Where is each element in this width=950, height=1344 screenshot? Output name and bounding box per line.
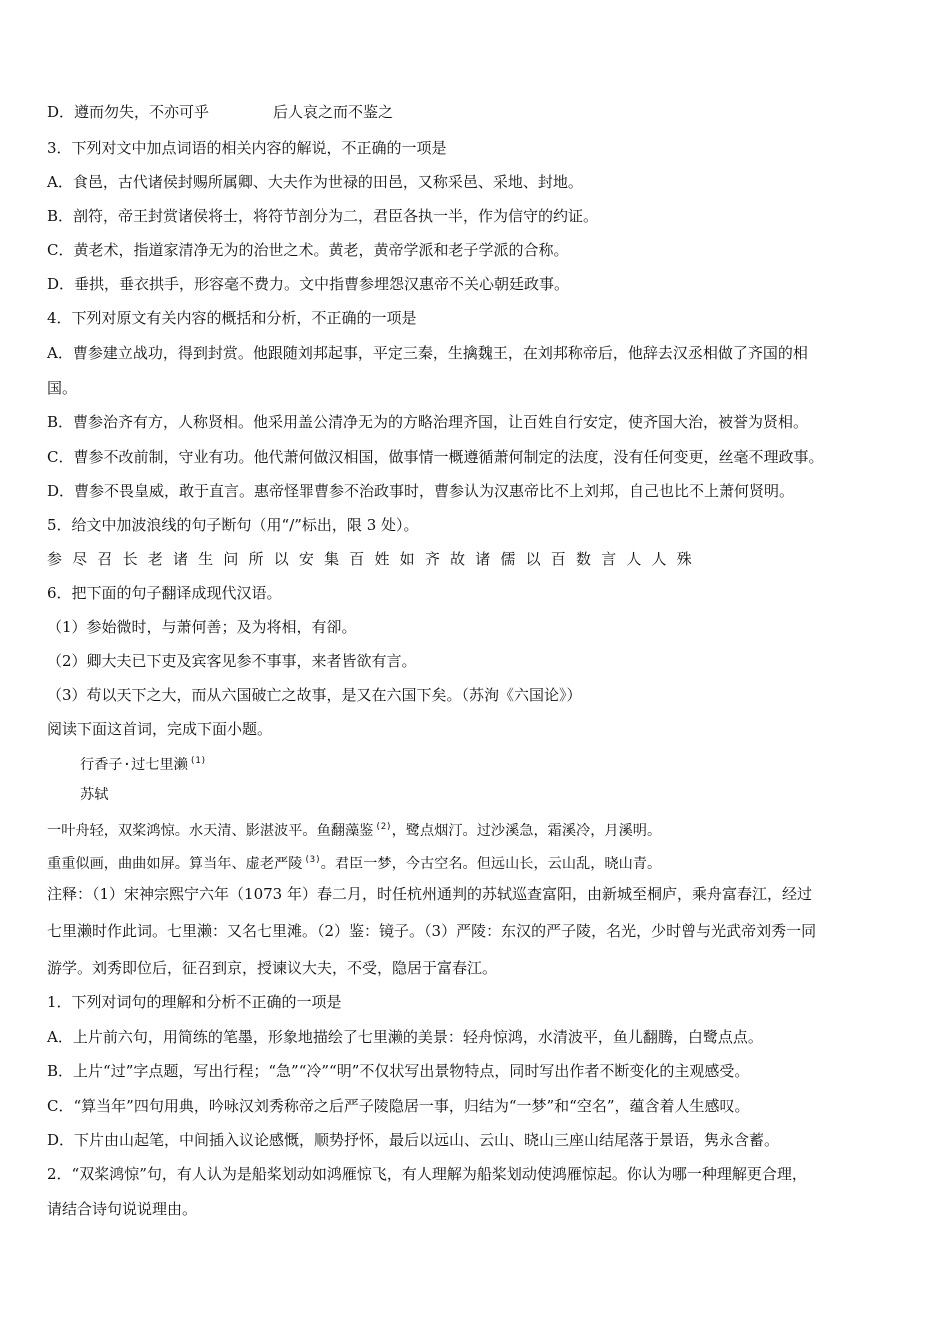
poem-line-2-note: (3): [304, 855, 321, 865]
pq1-option-d: D．下片由山起笔，中间插入议论感慨，顺势抒怀，最后以远山、云山、晓山三座山结尾落于景语，隽永含蓄。: [47, 1131, 780, 1149]
q5-char: 如: [399, 550, 415, 568]
q5-char: 问: [223, 550, 239, 568]
pq1-option-c: C．“算当年”四句用典，吟咏汉刘秀称帝之后严子陵隐居一事，归结为“一梦”和“空名”，蕴含着人生感叹。: [47, 1097, 750, 1115]
q5-char: 召: [97, 550, 113, 568]
q3-stem: 3．下列对文中加点词语的相关内容的解说，不正确的一项是: [47, 139, 447, 157]
q4-option-b: B．曹参治齐有方，人称贤相。他采用盖公清净无为的方略治理齐国，让百姓自行安定，使齐国大治，被誉为贤相。: [47, 413, 809, 431]
q5-char: 所: [248, 550, 264, 568]
q5-char: 齐: [424, 550, 440, 568]
q5-char: 集: [324, 550, 340, 568]
q5-char: 诸: [172, 550, 188, 568]
q5-char: 姓: [374, 550, 390, 568]
pq2-stem: 2．“双桨鸿惊”句，有人认为是船桨划动如鸿雁惊飞，有人理解为船桨划动使鸿雁惊起。你认为哪一种理解更合理，: [47, 1165, 807, 1183]
q5-char: 故: [450, 550, 466, 568]
pq1-option-a: A．上片前六句，用简练的笔墨，形象地描绘了七里濑的美景：轻舟惊鸿，水清波平，鱼儿翻腾，白鹭点点。: [47, 1028, 763, 1046]
q2-option-d: [47, 102, 393, 122]
q5-char: 人: [651, 550, 667, 568]
poem-intro: 阅读下面这首词，完成下面小题。: [47, 720, 273, 738]
q5-stem: 5．给文中加波浪线的句子断句（用“/”标出，限 3 处）。: [47, 516, 419, 534]
q5-sentence: [47, 549, 702, 569]
q4-option-c: C．曹参不改前制，守业有功。他代萧何做汉相国，做事情一概遵循萧何制定的法度，没有任何变更，丝毫不理政事。: [47, 448, 824, 466]
q5-char: 生: [198, 550, 214, 568]
poem-notes-2: 七里濑时作此词。七里濑：又名七里滩。（2）鉴：镜子。（3）严陵：东汉的严子陵，名光，少时曾与光武帝刘秀一同: [47, 922, 817, 940]
q6-sentence-3: （3）苟以天下之大，而从六国破亡之故事，是又在六国下矣。（苏洵《六国论》）: [47, 686, 582, 704]
poem-author: 苏轼: [80, 787, 109, 803]
poem-title: 行香子·过七里濑 $^{(1)}$: [80, 756, 207, 773]
q2-option-d-part1: D．遵而勿失，不亦可乎: [47, 103, 210, 121]
q4-option-a: A．曹参建立战功，得到封赏。他跟随刘邦起事，平定三秦，生擒魏王，在刘邦称帝后，他辞去汉丞相做了齐国的相: [47, 344, 808, 362]
q3-option-c: C．黄老术，指道家清净无为的治世之术。黄老，黄帝学派和老子学派的合称。: [47, 241, 569, 259]
q4-stem: 4．下列对原文有关内容的概括和分析，不正确的一项是: [47, 309, 417, 327]
q5-char: 殊: [676, 550, 692, 568]
q6-sentence-2: （2）卿大夫已下吏及宾客见参不事事，来者皆欲有言。: [47, 652, 417, 670]
q4-option-d: D．曹参不畏皇威，敢于直言。惠帝怪罪曹参不治政事时，曹参认为汉惠帝比不上刘邦，自己也比不上萧何贤明。: [47, 482, 795, 500]
pq1-stem: 1．下列对词句的理解和分析不正确的一项是: [47, 993, 342, 1011]
poem-line-1-note: (2): [375, 822, 392, 832]
poem-notes-1: 注释：（1）宋神宗熙宁六年（1073 年）春二月，时任杭州通判的苏轼巡查富阳，由新城至桐庐，乘舟富春江，经过: [47, 885, 812, 903]
q5-char: 参: [47, 550, 63, 568]
pq2-stem-cont: 请结合诗句说说理由。: [47, 1200, 198, 1218]
poem-notes-3: 游学。刘秀即位后，征召到京，授谏议大夫，不受，隐居于富春江。: [47, 959, 498, 977]
q5-char: 百: [550, 550, 566, 568]
q6-sentence-1: （1）参始微时，与萧何善；及为将相，有卻。: [47, 618, 357, 636]
q5-char: 诸: [475, 550, 491, 568]
q5-char: 儒: [500, 550, 516, 568]
pq1-option-b: B．上片“过”字点题，写出行程；“急”“冷”“明”不仅状写出景物特点，同时写出作者不断变化的主观感受。: [47, 1062, 750, 1080]
q3-option-b: B．剖符，帝王封赏诸侯将士，将符节剖分为二，君臣各执一半，作为信守的约证。: [47, 207, 599, 225]
q3-option-a: A．食邑，古代诸侯封赐所属卿、大夫作为世禄的田邑，又称采邑、采地、封地。: [47, 173, 583, 191]
q5-char: 老: [147, 550, 163, 568]
q5-char: 以: [525, 550, 541, 568]
q2-option-d-part2: 后人哀之而不鉴之: [273, 103, 394, 121]
q4-option-a-cont: 国。: [47, 379, 78, 397]
q5-char: 长: [122, 550, 138, 568]
poem-title-note: (1): [189, 756, 207, 766]
q5-char: 安: [298, 550, 314, 568]
q5-char: 百: [349, 550, 365, 568]
q6-stem: 6．把下面的句子翻译成现代汉语。: [47, 584, 282, 602]
q5-char: 以: [273, 550, 289, 568]
q5-char: 言: [601, 550, 617, 568]
q3-option-d: D．垂拱，垂衣拱手，形容毫不费力。文中指曹参埋怨汉惠帝不关心朝廷政事。: [47, 275, 570, 293]
q5-char: 人: [626, 550, 642, 568]
q5-char: 数: [575, 550, 591, 568]
poem-line-1: 一叶舟轻，双桨鸿惊。水天清、影湛波平。鱼翻藻鉴 $^{(2)}$，鹭点烟汀。过沙溪急，霜溪冷，月溪明。: [47, 822, 662, 839]
q5-char: 尽: [72, 550, 88, 568]
poem-line-2: 重重似画，曲曲如屏。算当年、虚老严陵 $^{(3)}$。君臣一梦，今古空名。但远山长，云山乱，晓山青。: [47, 855, 662, 872]
